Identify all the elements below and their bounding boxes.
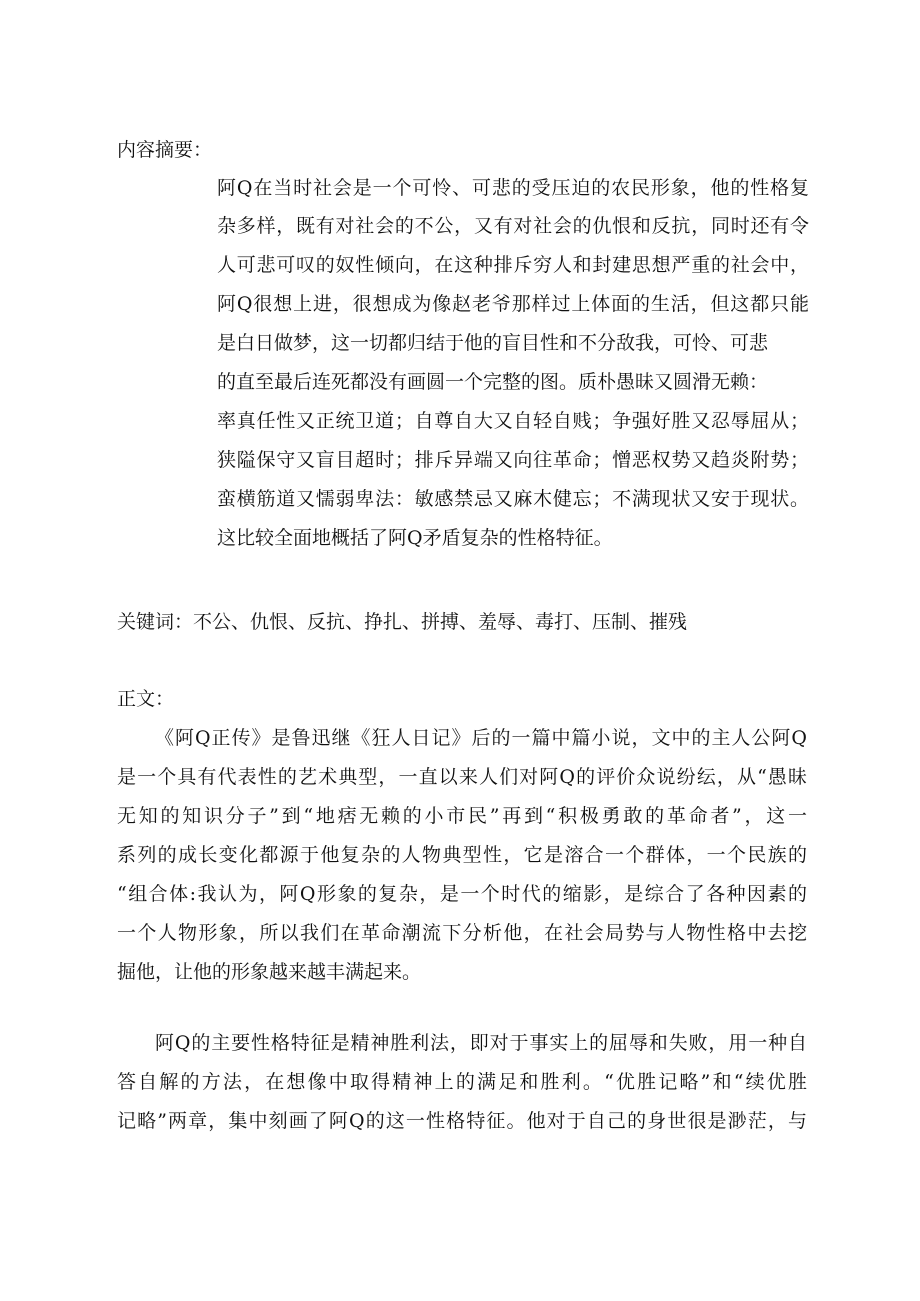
abstract-line: 阿Q在当时社会是一个可怜、可悲的受压迫的农民形象，他的性格复: [217, 177, 809, 199]
body-line: 答自解的方法，在想像中取得精神上的满足和胜利。“优胜记略”和“续优胜: [117, 1071, 807, 1093]
body-line: 掘他，让他的形象越来越丰满起来。: [117, 961, 422, 983]
abstract-line: 的直至最后连死都没有画圆一个完整的图。质朴愚昧又圆滑无赖：: [217, 371, 769, 393]
abstract-line: 狭隘保守又盲目超时；排斥异端又向往革命；憎恶权势又趋炎附势；: [217, 449, 809, 471]
abstract-line: 蛮横筋道又懦弱卑法：敏感禁忌又麻木健忘；不满现状又安于现状。: [217, 488, 809, 510]
body-label: 正文：: [117, 688, 175, 710]
body-line: 系列的成长变化都源于他复杂的人物典型性，它是溶合一个群体，一个民族的: [117, 844, 807, 866]
abstract-line: 阿Q很想上进，很想成为像赵老爷那样过上体面的生活，但这都只能: [217, 293, 809, 315]
abstract-line: 杂多样，既有对社会的不公，又有对社会的仇恨和反抗，同时还有令: [217, 215, 809, 237]
body-line: 《阿Q正传》是鲁迅继《狂人日记》后的一篇中篇小说，文中的主人公阿Q: [155, 727, 807, 749]
abstract-label: 内容摘要：: [117, 139, 213, 161]
abstract-line: 率真任性又正统卫道；自尊自大又自轻自贱；争强好胜又忍辱屈从；: [217, 410, 809, 432]
keywords-line: 关键词：不公、仇恨、反抗、挣扎、拼搏、羞辱、毒打、压制、摧残: [117, 611, 688, 633]
body-line: 记略”两章，集中刻画了阿Q的这一性格特征。他对于自己的身世很是渺茫，与: [117, 1110, 807, 1132]
body-line: “组合体:我认为，阿Q形象的复杂，是一个时代的缩影，是综合了各种因素的: [117, 883, 807, 905]
abstract-line: 人可悲可叹的奴性倾向，在这种排斥穷人和封建思想严重的社会中，: [217, 254, 809, 276]
body-line: 阿Q的主要性格特征是精神胜利法，即对于事实上的屈辱和失败，用一种自: [155, 1032, 807, 1054]
abstract-line: 这比较全面地概括了阿Q矛盾复杂的性格特征。: [217, 527, 613, 549]
body-line: 是一个具有代表性的艺术典型，一直以来人们对阿Q的评价众说纷纭，从“愚昧: [117, 766, 807, 788]
abstract-line: 是白日做梦，这一切都归结于他的盲目性和不分敌我，可怜、可悲: [217, 332, 769, 354]
body-line: 无知的知识分子”到“地痞无赖的小市民”再到“积极勇敢的革命者”，这一: [117, 805, 807, 827]
body-line: 一个人物形象，所以我们在革命潮流下分析他，在社会局势与人物性格中去挖: [117, 922, 807, 944]
